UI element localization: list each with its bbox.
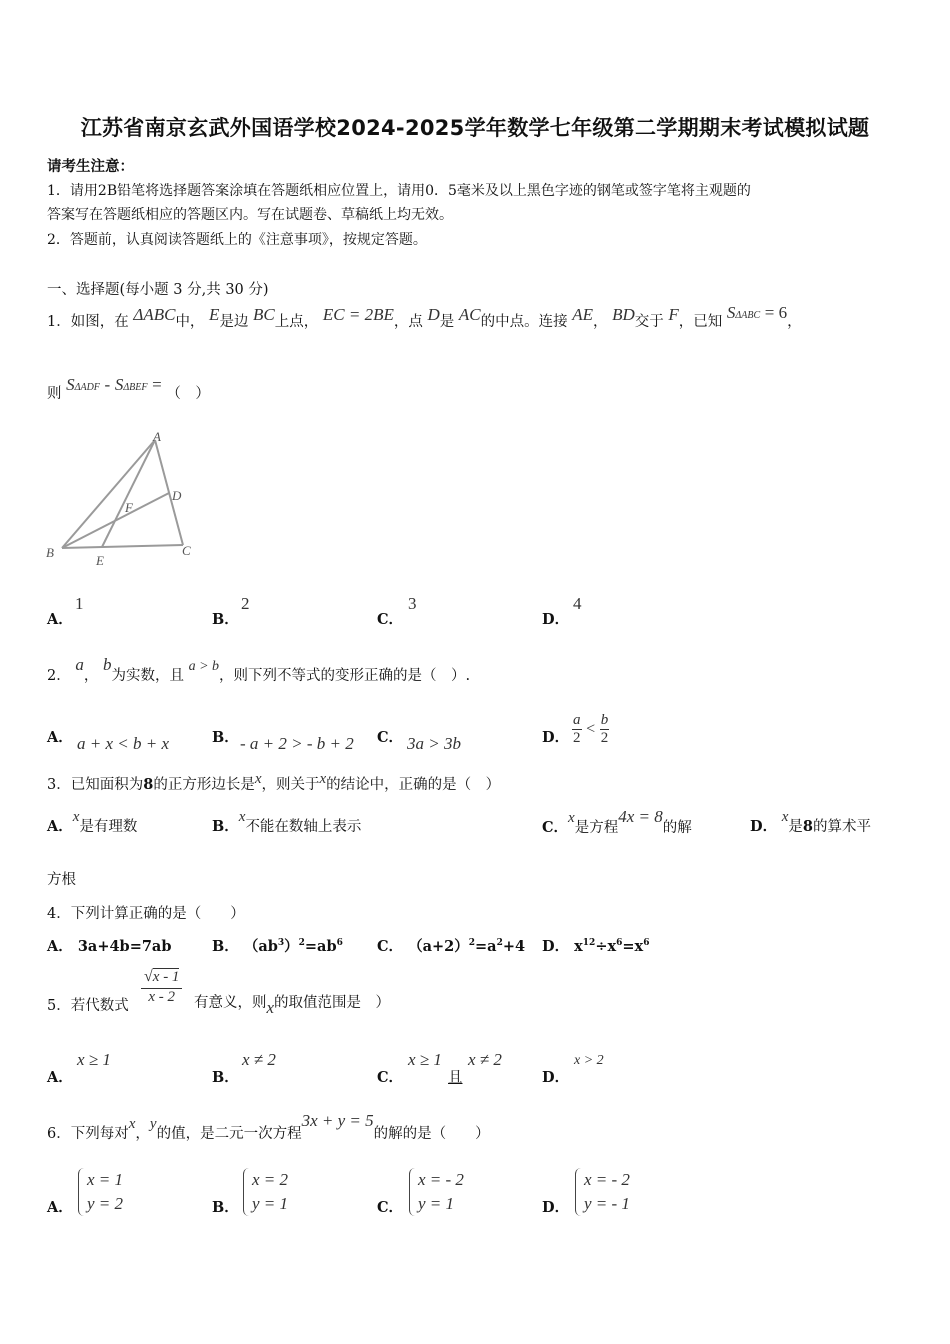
option-value: =ab (304, 938, 337, 955)
q3-option-c[interactable] (542, 807, 692, 843)
option-value: ） (284, 938, 299, 955)
fraction-numerator: a (573, 712, 581, 728)
q1-s: S (66, 375, 75, 394)
q1-math-ae: AE (572, 305, 593, 324)
q3-option-b[interactable] (212, 809, 362, 842)
q6-number: 6． (47, 1126, 71, 1142)
math-equation: 4x = 8 (618, 807, 663, 826)
q5-option-d-value: x > 2 (574, 1053, 604, 1068)
q2-text: ，则下列不等式的变形正确的是（ ）. (219, 668, 471, 684)
option-text: 不能在数轴上表示 (245, 819, 362, 835)
math-x: x (568, 810, 575, 826)
q1-math-e: E (209, 305, 220, 324)
question-2 (47, 655, 471, 692)
q3-text: 已知面积为 (70, 777, 144, 793)
q1-math-ac: AC (458, 305, 481, 324)
q6-option-d-system (575, 1168, 630, 1216)
superscript: 6 (616, 938, 623, 949)
label-c: C (182, 543, 191, 558)
q1-text: 交于 (634, 314, 664, 330)
edge-bc (62, 545, 183, 548)
option-number: 8 (802, 818, 813, 835)
option-value: x (574, 938, 583, 955)
less-than: < (586, 720, 596, 738)
q1-text: 中， (175, 314, 205, 330)
system-line-1: x = 2 (252, 1170, 289, 1189)
option-value: +4 (502, 938, 526, 955)
q1-option-d-value: 4 (573, 594, 582, 613)
question-1-line-2 (47, 375, 210, 411)
q4-option-b[interactable] (212, 935, 343, 956)
q1-option-b-label[interactable]: B． (212, 611, 239, 628)
question-5-rest (194, 987, 390, 1018)
q3-text: 的正方形边长是 (153, 777, 255, 793)
q2-option-b-value: - a + 2 > - b + 2 (240, 734, 354, 753)
label-e: E (96, 553, 104, 568)
q2-option-d-label[interactable]: D． (542, 729, 570, 746)
superscript: 12 (582, 938, 596, 949)
q3-math-x: x (254, 771, 262, 787)
option-value: 3a+4b=7ab (77, 938, 172, 955)
q6-option-d-label[interactable]: D． (542, 1199, 570, 1216)
q5-option-a-label[interactable]: A． (47, 1069, 73, 1086)
q4-text: 下列计算正确的是（ ） (70, 906, 245, 922)
question-3 (47, 772, 500, 798)
label-f: F (125, 500, 133, 515)
q1-s-sub: ΔADF (74, 382, 100, 393)
option-label: A． (47, 938, 73, 955)
q6-equation: 3x + y = 5 (301, 1111, 374, 1130)
q1-s-sub: ΔBEF (123, 382, 148, 393)
q6-option-b-label[interactable]: B． (212, 1199, 239, 1216)
label-d: D (172, 488, 182, 503)
q6-comma: ， (135, 1126, 150, 1142)
system-line-2: y = - 1 (584, 1194, 630, 1213)
q2-comma: ， (83, 668, 99, 684)
system-line-2: y = 2 (87, 1194, 124, 1213)
q1-math-d: D (427, 305, 440, 324)
q1-text: ，点 (393, 314, 423, 330)
q6-option-a-system (78, 1168, 123, 1216)
option-value: ÷x (595, 938, 617, 955)
q1-s: S (114, 375, 124, 394)
option-label: C． (542, 819, 569, 836)
superscript: 6 (643, 938, 650, 949)
q1-area-expr (66, 375, 162, 394)
option-text: 的算术平 (812, 819, 871, 835)
q1-area-given (726, 303, 788, 322)
superscript: 3 (277, 938, 285, 949)
q1-text: 是 (439, 314, 455, 330)
q6-option-c-system (409, 1168, 464, 1216)
q5-option-a-value: x ≥ 1 (77, 1050, 111, 1069)
q1-text: 是边 (219, 314, 249, 330)
q1-option-d-label[interactable]: D． (542, 611, 570, 628)
q5-radicand: x - 1 (152, 969, 180, 985)
option-text: 的解 (662, 820, 692, 836)
q1-s-sub: ΔABC (735, 310, 761, 321)
q6-option-c-label[interactable]: C． (377, 1199, 404, 1216)
q1-text: 则 (47, 386, 62, 402)
q1-text: ，已知 (678, 314, 723, 330)
q2-math-b: b (102, 655, 112, 674)
q6-math-y: y (149, 1116, 157, 1132)
label-b: B (46, 545, 54, 560)
question-4 (47, 902, 245, 923)
q5-option-b-value: x ≠ 2 (242, 1050, 276, 1069)
q1-eq: = (152, 375, 162, 394)
q3-text: 的结论中，正确的是（ ） (326, 777, 501, 793)
q1-text: 如图，在 (70, 314, 129, 330)
option-value: =a (475, 938, 497, 955)
q2-number: 2． (47, 668, 71, 684)
q5-option-c-and: 且 (448, 1070, 463, 1086)
q4-number: 4． (47, 906, 71, 922)
q4-option-c[interactable] (377, 935, 525, 956)
section-heading: 一、选择题(每小题 3 分,共 30 分) (47, 282, 269, 298)
system-line-1: x = - 2 (584, 1170, 630, 1189)
question-6 (47, 1111, 490, 1149)
q5-option-c-label[interactable]: C． (377, 1069, 404, 1086)
q5-denominator: x - 2 (148, 989, 176, 1005)
q3-option-a[interactable] (47, 809, 138, 842)
label-a: A (153, 429, 161, 444)
option-value: （a+2） (408, 938, 469, 955)
q3-option-d[interactable] (750, 809, 871, 842)
option-text: 是 (788, 819, 803, 835)
q5-option-d-label[interactable]: D． (542, 1069, 570, 1086)
q6-option-a-label[interactable]: A． (47, 1199, 73, 1216)
q5-text: 有意义，则 (194, 995, 267, 1011)
q2-math-condition: a > b (188, 659, 220, 674)
q2-option-c-value: 3a > 3b (407, 734, 461, 753)
q1-s: S (726, 303, 736, 322)
q5-option-c-value-1: x ≥ 1 (408, 1050, 442, 1069)
math-x: x (72, 809, 80, 825)
fraction-denominator: 2 (600, 730, 609, 746)
system-line-2: y = 1 (252, 1194, 289, 1213)
q3-math-x: x (319, 771, 327, 787)
q2-text: 为实数，且 (111, 668, 184, 684)
q6-text: 的值，是二元一次方程 (156, 1126, 302, 1142)
q1-number: 1． (47, 314, 71, 330)
q2-math-a: a (75, 655, 84, 674)
q3-text: ，则关于 (261, 777, 320, 793)
q1-option-b-value: 2 (241, 594, 250, 613)
option-value: （ab (243, 938, 278, 955)
question-1-line-1 (47, 303, 802, 339)
q2-option-a-value: a + x < b + x (77, 734, 170, 753)
math-x: x (781, 809, 789, 825)
q1-text: 的中点。连接 (480, 314, 568, 330)
sqrt-sign-icon: √ (144, 968, 153, 985)
option-label: D． (750, 818, 778, 835)
q1-s-val: = 6 (764, 303, 788, 322)
math-x: x (238, 809, 246, 825)
q5-numerator (141, 968, 182, 989)
triangle-figure (40, 428, 205, 573)
q1-paren: （ ） (166, 386, 210, 402)
option-label: B． (212, 938, 239, 955)
q4-option-d[interactable] (542, 935, 649, 956)
q1-option-a-label[interactable]: A． (47, 611, 73, 628)
q1-text: ， (787, 314, 802, 330)
q5-option-b-label[interactable]: B． (212, 1069, 239, 1086)
fraction-denominator: 2 (573, 730, 581, 746)
q2-option-c-label[interactable]: C． (377, 729, 404, 746)
system-line-1: x = 1 (87, 1170, 124, 1189)
superscript: 6 (336, 938, 343, 949)
q1-text: 上点， (274, 314, 319, 330)
q1-minus: - (104, 375, 111, 394)
option-label: D． (542, 938, 570, 955)
question-5 (47, 994, 129, 1015)
q5-number: 5． (47, 998, 71, 1014)
q6-option-b-system (243, 1168, 288, 1216)
notice-line-1: 1．请用2B铅笔将选择题答案涂填在答题纸相应位置上，请用0．5毫米及以上黑色字迹的钢笔或签字笔将主观题的 (47, 183, 751, 199)
q1-option-c-label[interactable]: C． (377, 611, 404, 628)
q3-option-d-continued: 方根 (47, 872, 76, 888)
q1-math-bd: BD (612, 305, 635, 324)
notice-heading: 请考生注意： (47, 158, 134, 175)
q2-option-b-label[interactable]: B． (212, 729, 239, 746)
q3-number: 3． (47, 777, 71, 793)
superscript: 2 (298, 938, 305, 949)
option-label: C． (377, 938, 404, 955)
fraction-numerator: b (600, 712, 609, 728)
option-label: A． (47, 818, 73, 835)
q5-math-x: x (266, 998, 275, 1017)
q1-math-triangle: ΔABC (133, 305, 176, 324)
system-line-2: y = 1 (418, 1194, 455, 1213)
q4-option-a[interactable] (47, 935, 171, 956)
q1-option-a-value: 1 (75, 594, 84, 613)
q6-text: 的解的是（ ） (373, 1126, 490, 1142)
q5-option-c-value-2: x ≠ 2 (468, 1050, 502, 1069)
q1-text: ， (592, 314, 608, 330)
option-value: =x (622, 938, 644, 955)
q5-fraction (141, 968, 182, 1006)
option-text: 是方程 (574, 820, 619, 836)
q1-math-ec: EC = 2BE (322, 305, 394, 324)
notice-line-3: 2．答题前，认真阅读答题纸上的《注意事项》，按规定答题。 (47, 232, 427, 248)
q3-number-8: 8 (143, 776, 154, 793)
option-label: B． (212, 818, 239, 835)
q5-text: 若代数式 (70, 998, 129, 1014)
q1-math-bc: BC (253, 305, 275, 324)
page-title: 江苏省南京玄武外国语学校2024-2025学年数学七年级第二学期期末考试模拟试题 (80, 116, 870, 140)
superscript: 2 (496, 938, 503, 949)
superscript: 2 (468, 938, 476, 949)
option-text: 是有理数 (79, 819, 138, 835)
q2-option-a-label[interactable]: A． (47, 729, 73, 746)
q6-text: 下列每对 (70, 1126, 129, 1142)
q1-math-f: F (668, 305, 679, 324)
system-line-1: x = - 2 (418, 1170, 464, 1189)
q2-option-d-value (572, 712, 609, 747)
q5-text: 的取值范围是 ） (274, 995, 391, 1011)
q6-math-x: x (128, 1116, 136, 1132)
notice-line-2: 答案写在答题纸相应的答题区内。写在试题卷、草稿纸上均无效。 (47, 207, 453, 223)
q1-option-c-value: 3 (408, 594, 417, 613)
